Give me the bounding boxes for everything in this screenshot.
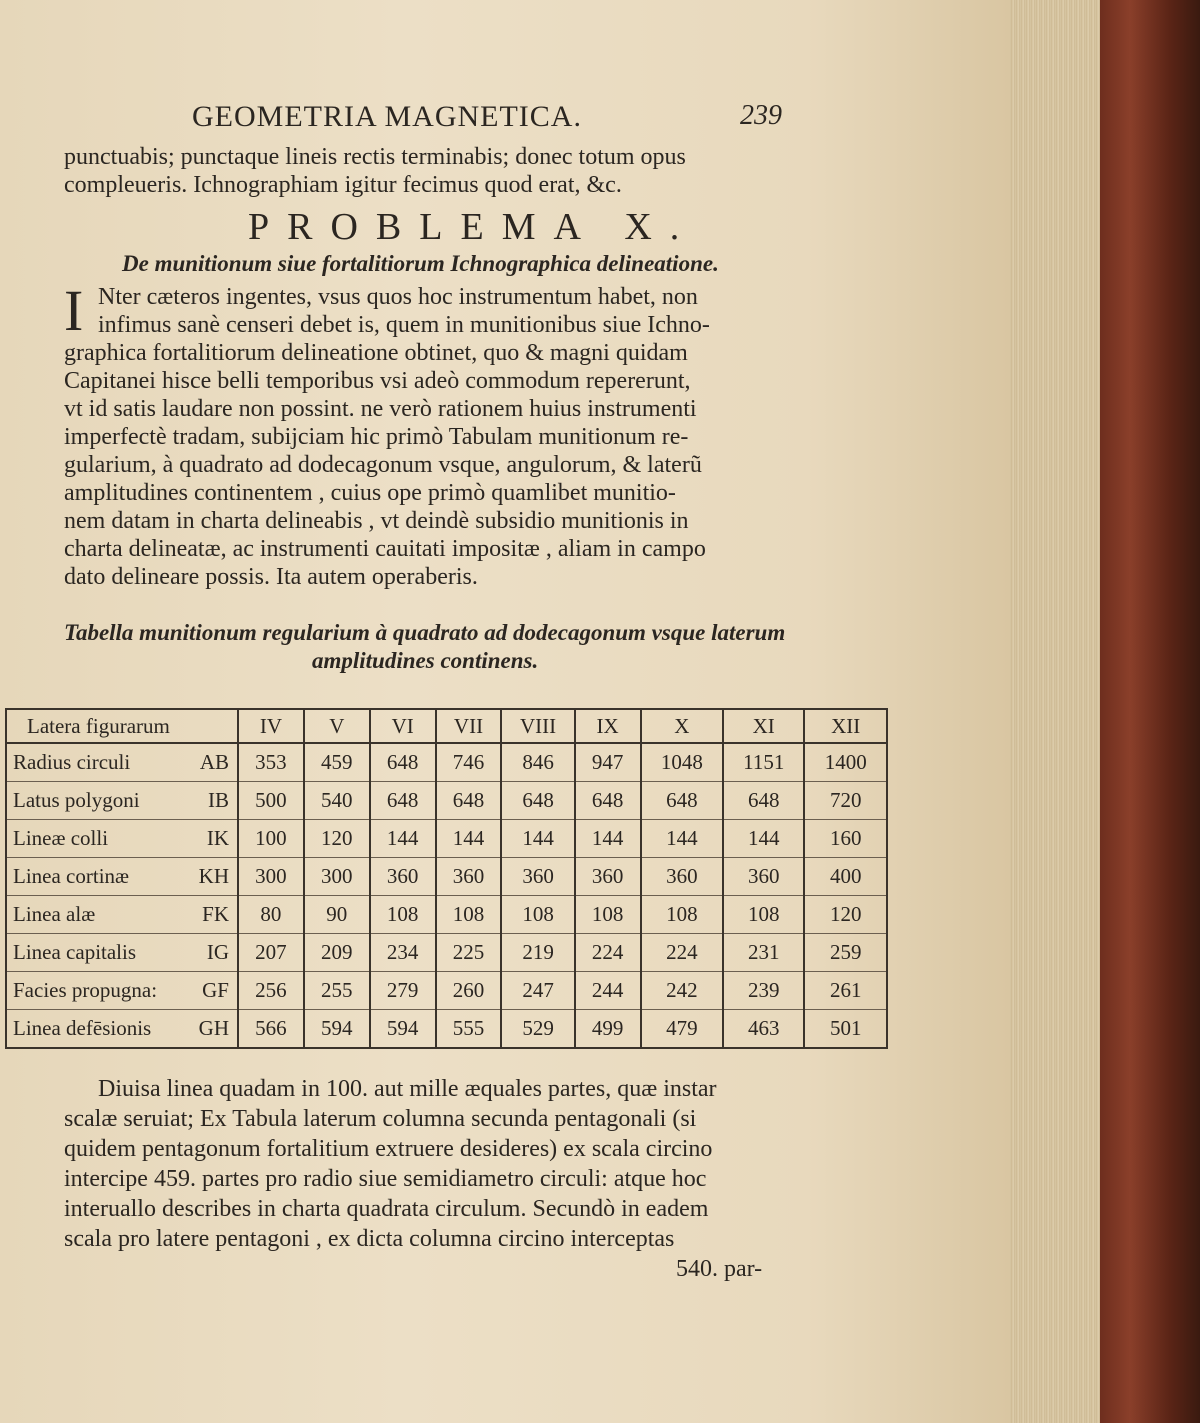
- table-cell: 594: [304, 1010, 370, 1049]
- table-row: [6, 934, 887, 972]
- column-header: VI: [370, 709, 436, 743]
- table-cell: 947: [575, 743, 641, 782]
- catchword: 540. par-: [676, 1256, 763, 1282]
- table-cell: 231: [723, 934, 804, 972]
- table-cell: 256: [238, 972, 304, 1010]
- paragraph-line: quidem pentagonum fortalitium extruere desideres) ex scala circino: [64, 1136, 713, 1162]
- paragraph-line: vt id satis laudare non possint. ne verò rationem huius instrumenti: [64, 396, 697, 422]
- table-cell: 144: [501, 820, 574, 858]
- table-cell: 648: [723, 782, 804, 820]
- table-cell: 108: [501, 896, 574, 934]
- table-cell: 100: [238, 820, 304, 858]
- table-cell: 499: [575, 1010, 641, 1049]
- column-header: VII: [436, 709, 502, 743]
- column-header: X: [641, 709, 724, 743]
- row-label-code: GF: [202, 978, 229, 1002]
- table-cell: 1048: [641, 743, 724, 782]
- column-header: IV: [238, 709, 304, 743]
- fortification-table: [5, 708, 888, 1049]
- table-cell: 207: [238, 934, 304, 972]
- column-header: XII: [804, 709, 887, 743]
- column-header: VIII: [501, 709, 574, 743]
- table-cell: 353: [238, 743, 304, 782]
- table-cell: 234: [370, 934, 436, 972]
- table-cell: 648: [501, 782, 574, 820]
- table-caption: Tabella munitionum regularium à quadrato ad dodecagonum vsque laterum: [64, 620, 786, 645]
- table-cell: 720: [804, 782, 887, 820]
- intro-line: punctuabis; punctaque lineis rectis terminabis; donec totum opus: [64, 144, 686, 170]
- paragraph-line: gularium, à quadrato ad dodecagonum vsque, angulorum, & laterũ: [64, 452, 702, 478]
- table-cell: 108: [436, 896, 502, 934]
- table-cell: 108: [370, 896, 436, 934]
- table-row: [6, 782, 887, 820]
- paragraph-line: intercipe 459. partes pro radio siue semidiametro circuli: atque hoc: [64, 1166, 707, 1192]
- table-cell: 1151: [723, 743, 804, 782]
- table-cell: 746: [436, 743, 502, 782]
- table-cell: 239: [723, 972, 804, 1010]
- table-cell: 144: [641, 820, 724, 858]
- row-label-code: IG: [206, 940, 229, 964]
- paragraph-line: imperfectè tradam, subijciam hic primò Tabulam munitionum re-: [64, 424, 689, 450]
- table-cell: 459: [304, 743, 370, 782]
- table-header-row: [6, 709, 887, 743]
- paragraph-line: amplitudines continentem , cuius ope primò quamlibet munitio-: [64, 480, 676, 506]
- table-cell: 90: [304, 896, 370, 934]
- paragraph-line: Diuisa linea quadam in 100. aut mille æquales partes, quæ instar: [98, 1076, 717, 1102]
- table-row: [6, 858, 887, 896]
- row-label-name: Latus polygoni: [13, 788, 140, 812]
- row-label-name: Facies propugna:: [13, 978, 158, 1002]
- table-cell: 529: [501, 1010, 574, 1049]
- table-cell: 648: [370, 782, 436, 820]
- table-cell: 219: [501, 934, 574, 972]
- table-cell: 360: [436, 858, 502, 896]
- paragraph-line: Capitanei hisce belli temporibus vsi adeò commodum repererunt,: [64, 368, 691, 394]
- row-label-code: IK: [206, 826, 229, 850]
- row-label: [6, 782, 238, 820]
- column-header: V: [304, 709, 370, 743]
- page-fore-edge: [1010, 0, 1100, 1423]
- row-label-code: FK: [202, 902, 229, 926]
- row-label-name: Lineæ colli: [13, 826, 109, 850]
- table-cell: 242: [641, 972, 724, 1010]
- column-header: IX: [575, 709, 641, 743]
- paragraph-line: nem datam in charta delineabis , vt deindè subsidio munitionis in: [64, 508, 689, 534]
- table-row: [6, 743, 887, 782]
- paragraph-line: infimus sanè censeri debet is, quem in munitionibus siue Ichno-: [98, 312, 710, 338]
- table-cell: 360: [641, 858, 724, 896]
- table-row: [6, 896, 887, 934]
- table-cell: 540: [304, 782, 370, 820]
- row-label-code: IB: [208, 788, 229, 812]
- row-label-code: AB: [199, 750, 229, 774]
- row-label: [6, 1010, 238, 1049]
- row-label: [6, 858, 238, 896]
- row-label: [6, 743, 238, 782]
- table-cell: 224: [575, 934, 641, 972]
- table-row: [6, 1010, 887, 1049]
- paragraph-line: graphica fortalitiorum delineatione obtinet, quo & magni quidam: [64, 340, 688, 366]
- column-header: XI: [723, 709, 804, 743]
- table-cell: 555: [436, 1010, 502, 1049]
- table-cell: 80: [238, 896, 304, 934]
- table-row: [6, 972, 887, 1010]
- table-cell: 144: [436, 820, 502, 858]
- row-label-name: Linea cortinæ: [13, 864, 130, 888]
- table-cell: 120: [304, 820, 370, 858]
- table-cell: 108: [575, 896, 641, 934]
- table-cell: 160: [804, 820, 887, 858]
- row-label-name: Radius circuli: [13, 750, 131, 774]
- paragraph-line: scalæ seruiat; Ex Tabula laterum columna secunda pentagonali (si: [64, 1106, 697, 1132]
- table-cell: 261: [804, 972, 887, 1010]
- table-cell: 144: [723, 820, 804, 858]
- row-label: [6, 934, 238, 972]
- table-cell: 259: [804, 934, 887, 972]
- table-row: [6, 820, 887, 858]
- row-label-name: Linea defēsionis: [13, 1016, 152, 1040]
- table-cell: 120: [804, 896, 887, 934]
- table-cell: 360: [575, 858, 641, 896]
- paragraph-line: scala pro latere pentagoni , ex dicta columna circino interceptas: [64, 1226, 675, 1252]
- problem-title: PROBLEMA X.: [248, 206, 698, 248]
- paragraph-line: dato delineare possis. Ita autem operaberis.: [64, 564, 478, 590]
- table-cell: 144: [370, 820, 436, 858]
- table-cell: 594: [370, 1010, 436, 1049]
- table-cell: 300: [304, 858, 370, 896]
- table-cell: 247: [501, 972, 574, 1010]
- page-number: 239: [740, 100, 782, 131]
- table-cell: 260: [436, 972, 502, 1010]
- table-cell: 360: [723, 858, 804, 896]
- table-cell: 108: [641, 896, 724, 934]
- paragraph-line: charta delineatæ, ac instrumenti cauitati impositæ , aliam in campo: [64, 536, 706, 562]
- table-cell: 566: [238, 1010, 304, 1049]
- table-cell: 108: [723, 896, 804, 934]
- table-corner-label: Latera figurarum: [6, 709, 238, 743]
- table-cell: 501: [804, 1010, 887, 1049]
- intro-line: compleueris. Ichnographiam igitur fecimus quod erat, &c.: [64, 172, 622, 198]
- table-cell: 144: [575, 820, 641, 858]
- table-cell: 846: [501, 743, 574, 782]
- table-cell: 400: [804, 858, 887, 896]
- paragraph-line: Nter cæteros ingentes, vsus quos hoc instrumentum habet, non: [98, 284, 698, 310]
- table-cell: 224: [641, 934, 724, 972]
- table-cell: 225: [436, 934, 502, 972]
- table-cell: 1400: [804, 743, 887, 782]
- table-cell: 479: [641, 1010, 724, 1049]
- row-label: [6, 896, 238, 934]
- row-label-name: Linea alæ: [13, 902, 96, 926]
- paragraph-line: interuallo describes in charta quadrata circulum. Secundò in eadem: [64, 1196, 709, 1222]
- table-cell: 244: [575, 972, 641, 1010]
- row-label: [6, 820, 238, 858]
- book-cover-edge: [1100, 0, 1200, 1423]
- table-cell: 648: [436, 782, 502, 820]
- drop-cap: I: [64, 278, 84, 343]
- table-cell: 300: [238, 858, 304, 896]
- table-cell: 648: [370, 743, 436, 782]
- problem-subtitle: De munitionum siue fortalitiorum Ichnographica delineatione.: [122, 251, 719, 276]
- table-cell: 209: [304, 934, 370, 972]
- table-cell: 279: [370, 972, 436, 1010]
- row-label-name: Linea capitalis: [13, 940, 137, 964]
- row-label-code: KH: [198, 864, 229, 888]
- table-cell: 500: [238, 782, 304, 820]
- table-caption: amplitudines continens.: [312, 648, 539, 673]
- running-head: GEOMETRIA MAGNETICA.: [192, 100, 582, 133]
- table-cell: 255: [304, 972, 370, 1010]
- table-cell: 648: [641, 782, 724, 820]
- table-cell: 648: [575, 782, 641, 820]
- row-label-code: GH: [198, 1016, 229, 1040]
- row-label: [6, 972, 238, 1010]
- table-cell: 463: [723, 1010, 804, 1049]
- table-cell: 360: [370, 858, 436, 896]
- table-cell: 360: [501, 858, 574, 896]
